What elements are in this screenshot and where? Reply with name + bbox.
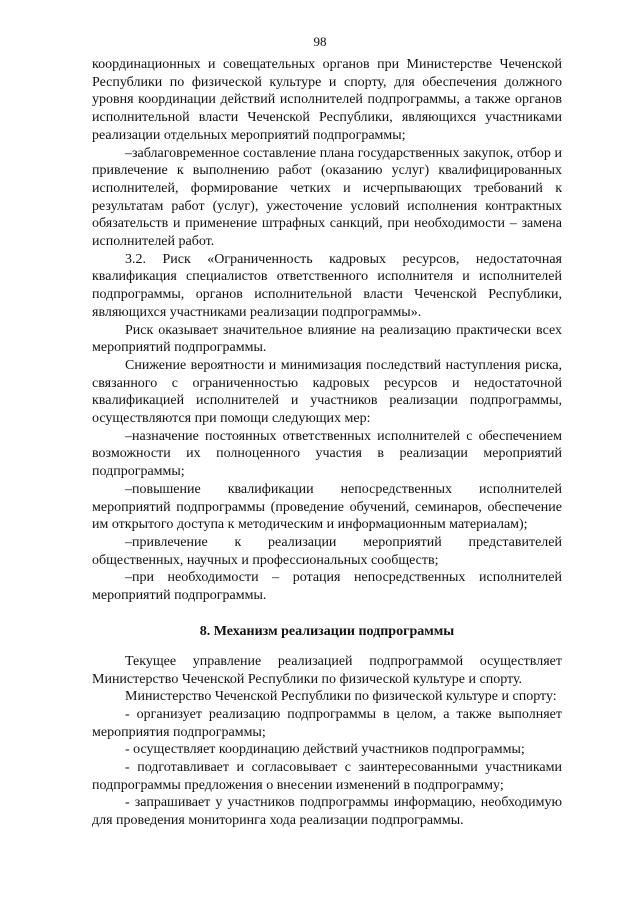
paragraph: 3.2. Риск «Ограниченность кадровых ресурсов, недостаточная квалификация специалистов ответственного исполнителя и исполнителей подпрограммы, органов исполнительной власти Чеченской Республики, являющихся участниками реализации подпрограммы». — [92, 251, 562, 320]
section-title: 8. Механизм реализации подпрограммы — [199, 623, 455, 639]
paragraph: - организует реализацию подпрограммы в целом, а также выполняет мероприятия подпрограммы; — [92, 706, 562, 740]
paragraph: - осуществляет координацию действий участников подпрограммы; — [125, 742, 525, 758]
paragraph: –привлечение к реализации мероприятий представителей общественных, научных и профессиональных сообществ; — [92, 534, 562, 568]
paragraph: Снижение вероятности и минимизация последствий наступления риска, связанного с ограниченностью кадровых ресурсов и недостаточной квалификацией исполнителей и участников реализации подпрограммы, осуществляются при помощи следующих мер: — [92, 357, 562, 427]
paragraph: –заблаговременное составление плана государственных закупок, отбор и привлечение к выполнению работ (оказанию услуг) квалифицированных исполнителей, формирование четких и исчерпывающих требований к результатам работ (услуг), ужесточение условий исполнения контрактных обязательств и применение штрафных санкций, при необходимости – замена исполнителей работ. — [92, 145, 562, 250]
paragraph: Текущее управление реализацией подпрограммой осуществляет Министерство Чеченской Республики по физической культуре и спорту. — [92, 653, 562, 687]
paragraph: Министерство Чеченской Республики по физической культуре и спорту: — [125, 689, 557, 705]
paragraph: - запрашивает у участников подпрограммы информацию, необходимую для проведения мониторинга хода реализации подпрограммы. — [92, 795, 562, 829]
paragraph: координационных и совещательных органов при Министерстве Чеченской Республики по физической культуре и спорту, для обеспечения должного уровня координации действий исполнителей подпрограммы, а также органов исполнительной власти Чеченской Республики, являющихся участниками реализации отдельных мероприятий подпрограммы; — [92, 57, 562, 143]
paragraph: –повышение квалификации непосредственных исполнителей мероприятий подпрограммы (проведение обучений, семинаров, обеспечение им открытого доступа к методическим и информационным материалам); — [92, 481, 562, 533]
page-content — [92, 56, 562, 830]
paragraph: - подготавливает и согласовывает с заинтересованными участниками подпрограммы предложения о внесении изменений в подпрограмму; — [92, 760, 562, 793]
paragraph: –назначение постоянных ответственных исполнителей с обеспечением возможности их полноценного участия в реализации мероприятий подпрограммы; — [92, 428, 562, 480]
text-block-mechanism — [92, 653, 562, 830]
paragraph: –при необходимости – ротация непосредственных исполнителей мероприятий подпрограммы. — [92, 570, 562, 604]
text-block-risks — [92, 56, 562, 605]
paragraph: Риск оказывает значительное влияние на реализацию практически всех мероприятий подпрограммы. — [92, 322, 562, 356]
page-number: 98 — [313, 34, 327, 49]
